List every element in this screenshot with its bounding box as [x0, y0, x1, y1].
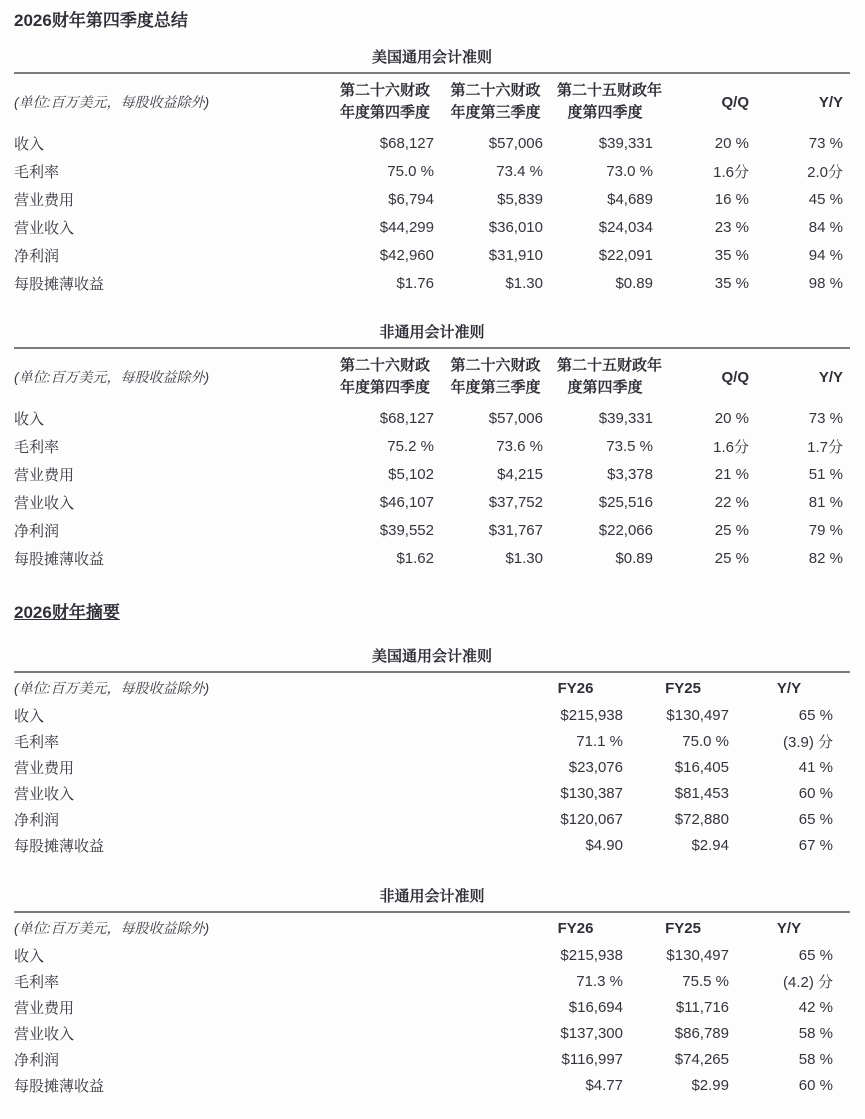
value-cell: 75.0 %: [387, 162, 434, 180]
value-cell: $137,300: [560, 1024, 623, 1042]
value-cell: $3,378: [607, 465, 653, 483]
value-cell: 73.6 %: [496, 437, 543, 455]
fy25-column-header: FY25: [665, 679, 701, 697]
value-cell: 2.0分: [807, 163, 843, 181]
row-label: 毛利率: [14, 438, 60, 456]
value-cell: 21 %: [714, 465, 749, 483]
fy26-column-header: FY26: [557, 919, 594, 937]
value-cell: $16,405: [674, 758, 729, 776]
column-header-line: 第二十六财政: [339, 357, 430, 374]
yy-column-header: Y/Y: [818, 93, 843, 111]
table-caption: 非通用会计准则: [379, 324, 485, 341]
value-cell: $44,299: [379, 218, 434, 236]
gaap-annual-table: [14, 671, 850, 858]
value-cell: 73 %: [808, 409, 843, 427]
table-row: [14, 404, 850, 432]
value-cell: 1.6分: [713, 163, 749, 181]
row-label: 毛利率: [14, 973, 60, 991]
row-label: 营业费用: [14, 759, 75, 777]
column-header-line: 度第四季度: [567, 379, 643, 396]
value-cell: 65 %: [798, 810, 833, 828]
value-cell: $68,127: [379, 409, 434, 427]
table-row: [14, 488, 850, 516]
unit-note: (单位:百万美元，每股收益除外): [14, 369, 210, 385]
value-cell: $22,066: [598, 521, 653, 539]
nongaap-quarterly-section: [14, 323, 850, 572]
value-cell: 20 %: [714, 134, 749, 152]
value-cell: $1.30: [505, 274, 543, 292]
row-label: 营业费用: [14, 466, 75, 484]
value-cell: 65 %: [798, 946, 833, 964]
value-cell: 35 %: [714, 246, 749, 264]
value-cell: 22 %: [714, 493, 749, 511]
column-header-line: 第二十六财政: [450, 82, 541, 99]
column-header-line: 第二十六财政: [339, 82, 430, 99]
table-row: [14, 432, 850, 460]
row-label: 收入: [14, 947, 45, 965]
column-header-line: 年度第三季度: [450, 104, 541, 121]
value-cell: $36,010: [488, 218, 543, 236]
value-cell: 67 %: [798, 836, 833, 854]
table-row: [14, 832, 850, 858]
value-cell: $5,102: [388, 465, 434, 483]
row-label: 净利润: [14, 1051, 60, 1069]
value-cell: $120,067: [560, 810, 623, 828]
value-cell: $11,716: [675, 998, 729, 1016]
row-label: 收入: [14, 135, 45, 153]
row-label: 净利润: [14, 811, 60, 829]
gaap-quarterly-table: [14, 72, 850, 297]
row-label: 营业收入: [14, 219, 75, 237]
value-cell: 25 %: [714, 549, 749, 567]
value-cell: $116,997: [561, 1050, 623, 1068]
column-header-line: 年度第四季度: [339, 104, 430, 121]
table-row: [14, 968, 850, 994]
value-cell: $215,938: [560, 706, 623, 724]
value-cell: 94 %: [808, 246, 843, 264]
value-cell: $130,497: [666, 946, 729, 964]
row-label: 净利润: [14, 247, 60, 265]
column-header-line: 年度第三季度: [450, 379, 541, 396]
value-cell: 75.0 %: [682, 732, 729, 750]
gaap-annual-section: [14, 647, 850, 858]
value-cell: 60 %: [798, 784, 833, 802]
column-header-q3fy26: [434, 348, 543, 404]
value-cell: $68,127: [379, 134, 434, 152]
row-label: 营业费用: [14, 191, 75, 209]
q4-summary-title: 2026财年第四季度总结: [14, 11, 188, 30]
value-cell: 41 %: [798, 758, 833, 776]
table-row: [14, 728, 850, 754]
value-cell: $1.30: [505, 549, 543, 567]
table-row: [14, 780, 850, 806]
row-label: 营业收入: [14, 494, 75, 512]
column-header-q4fy25: [543, 348, 663, 404]
table-caption: 非通用会计准则: [379, 888, 485, 905]
column-header-q4fy26: [322, 73, 434, 129]
column-header-line: 度第四季度: [567, 104, 643, 121]
column-header-line: 年度第四季度: [339, 379, 430, 396]
unit-note: (单位:百万美元，每股收益除外): [14, 680, 210, 696]
fy-summary-title: 2026财年摘要: [14, 603, 120, 622]
column-header-q3fy26: [434, 73, 543, 129]
row-label: 每股摊薄收益: [14, 550, 105, 568]
row-label: 收入: [14, 410, 45, 428]
value-cell: $4.90: [585, 836, 623, 854]
value-cell: 84 %: [808, 218, 843, 236]
table-row: [14, 129, 850, 157]
table-row: [14, 806, 850, 832]
value-cell: $22,091: [598, 246, 653, 264]
value-cell: 73.0 %: [606, 162, 653, 180]
value-cell: 1.6分: [713, 438, 749, 456]
table-row: [14, 157, 850, 185]
value-cell: $46,107: [379, 493, 434, 511]
table-row: [14, 1072, 850, 1098]
value-cell: 71.1 %: [576, 732, 623, 750]
value-cell: $72,880: [674, 810, 729, 828]
header-row: [14, 912, 850, 942]
value-cell: 79 %: [808, 521, 843, 539]
table-row: [14, 460, 850, 488]
row-label: 每股摊薄收益: [14, 837, 105, 855]
value-cell: 60 %: [798, 1076, 833, 1094]
value-cell: $42,960: [379, 246, 434, 264]
table-row: [14, 269, 850, 297]
table-row: [14, 942, 850, 968]
value-cell: 73 %: [808, 134, 843, 152]
value-cell: 58 %: [798, 1024, 833, 1042]
value-cell: 51 %: [808, 465, 843, 483]
value-cell: $39,331: [598, 409, 653, 427]
table-row: [14, 185, 850, 213]
value-cell: $81,453: [674, 784, 729, 802]
value-cell: $31,767: [488, 521, 543, 539]
table-row: [14, 1020, 850, 1046]
value-cell: 23 %: [714, 218, 749, 236]
row-label: 营业费用: [14, 999, 75, 1017]
value-cell: 35 %: [714, 274, 749, 292]
table-row: [14, 702, 850, 728]
value-cell: $16,694: [568, 998, 623, 1016]
nongaap-quarterly-table: [14, 347, 850, 572]
value-cell: 1.7分: [807, 438, 843, 456]
value-cell: (4.2) 分: [782, 973, 833, 991]
value-cell: 42 %: [798, 998, 833, 1016]
fy25-column-header: FY25: [665, 919, 701, 937]
row-label: 营业收入: [14, 785, 75, 803]
yy-column-header: Y/Y: [818, 368, 843, 386]
table-row: [14, 754, 850, 780]
header-row: [14, 672, 850, 702]
value-cell: $4,689: [607, 190, 653, 208]
value-cell: 20 %: [714, 409, 749, 427]
value-cell: $57,006: [488, 134, 543, 152]
value-cell: $74,265: [674, 1050, 729, 1068]
value-cell: 81 %: [808, 493, 843, 511]
value-cell: $130,497: [666, 706, 729, 724]
row-label: 每股摊薄收益: [14, 275, 105, 293]
value-cell: 82 %: [808, 549, 843, 567]
yy-column-header: Y/Y: [776, 679, 802, 697]
row-label: 毛利率: [14, 163, 60, 181]
value-cell: $31,910: [488, 246, 543, 264]
value-cell: $215,938: [560, 946, 623, 964]
value-cell: $4.77: [585, 1076, 623, 1094]
value-cell: $4,215: [497, 465, 543, 483]
qq-column-header: Q/Q: [721, 93, 749, 111]
yy-column-header: Y/Y: [776, 919, 802, 937]
value-cell: $2.99: [691, 1076, 729, 1094]
column-header-line: 第二十五财政年: [557, 357, 663, 374]
value-cell: 16 %: [714, 190, 749, 208]
table-caption: 美国通用会计准则: [371, 49, 492, 66]
value-cell: 73.4 %: [496, 162, 543, 180]
value-cell: 75.5 %: [682, 972, 729, 990]
table-row: [14, 994, 850, 1020]
header-row: [14, 348, 850, 404]
value-cell: 75.2 %: [387, 437, 434, 455]
value-cell: (3.9) 分: [782, 733, 833, 751]
value-cell: $23,076: [568, 758, 623, 776]
table-caption: 美国通用会计准则: [371, 648, 492, 665]
header-row: [14, 73, 850, 129]
column-header-line: 第二十六财政: [450, 357, 541, 374]
qq-column-header: Q/Q: [721, 368, 749, 386]
value-cell: $5,839: [497, 190, 543, 208]
row-label: 营业收入: [14, 1025, 75, 1043]
fy26-column-header: FY26: [557, 679, 594, 697]
gaap-quarterly-section: [14, 48, 850, 297]
value-cell: $1.76: [396, 274, 434, 292]
value-cell: 65 %: [798, 706, 833, 724]
column-header-line: 第二十五财政年: [557, 82, 663, 99]
value-cell: $0.89: [615, 549, 653, 567]
table-row: [14, 241, 850, 269]
value-cell: $25,516: [598, 493, 653, 511]
value-cell: $1.62: [396, 549, 434, 567]
value-cell: $130,387: [560, 784, 623, 802]
value-cell: 98 %: [808, 274, 843, 292]
value-cell: 25 %: [714, 521, 749, 539]
value-cell: 58 %: [798, 1050, 833, 1068]
value-cell: $24,034: [598, 218, 653, 236]
nongaap-annual-section: [14, 887, 850, 1098]
table-row: [14, 1046, 850, 1072]
table-row: [14, 516, 850, 544]
value-cell: $37,752: [488, 493, 543, 511]
value-cell: 71.3 %: [576, 972, 623, 990]
value-cell: $39,552: [379, 521, 434, 539]
value-cell: $6,794: [388, 190, 434, 208]
column-header-q4fy25: [543, 73, 663, 129]
column-header-q4fy26: [322, 348, 434, 404]
value-cell: $2.94: [691, 836, 729, 854]
row-label: 净利润: [14, 522, 60, 540]
row-label: 每股摊薄收益: [14, 1077, 105, 1095]
value-cell: $39,331: [598, 134, 653, 152]
value-cell: $86,789: [674, 1024, 729, 1042]
unit-note: (单位:百万美元，每股收益除外): [14, 920, 210, 936]
value-cell: $0.89: [615, 274, 653, 292]
value-cell: 45 %: [808, 190, 843, 208]
table-row: [14, 544, 850, 572]
row-label: 毛利率: [14, 733, 60, 751]
fy-summary-title-wrap: [14, 602, 850, 623]
value-cell: $57,006: [488, 409, 543, 427]
unit-note: (单位:百万美元，每股收益除外): [14, 94, 210, 110]
value-cell: 73.5 %: [606, 437, 653, 455]
table-row: [14, 213, 850, 241]
nongaap-annual-table: [14, 911, 850, 1098]
row-label: 收入: [14, 707, 45, 725]
